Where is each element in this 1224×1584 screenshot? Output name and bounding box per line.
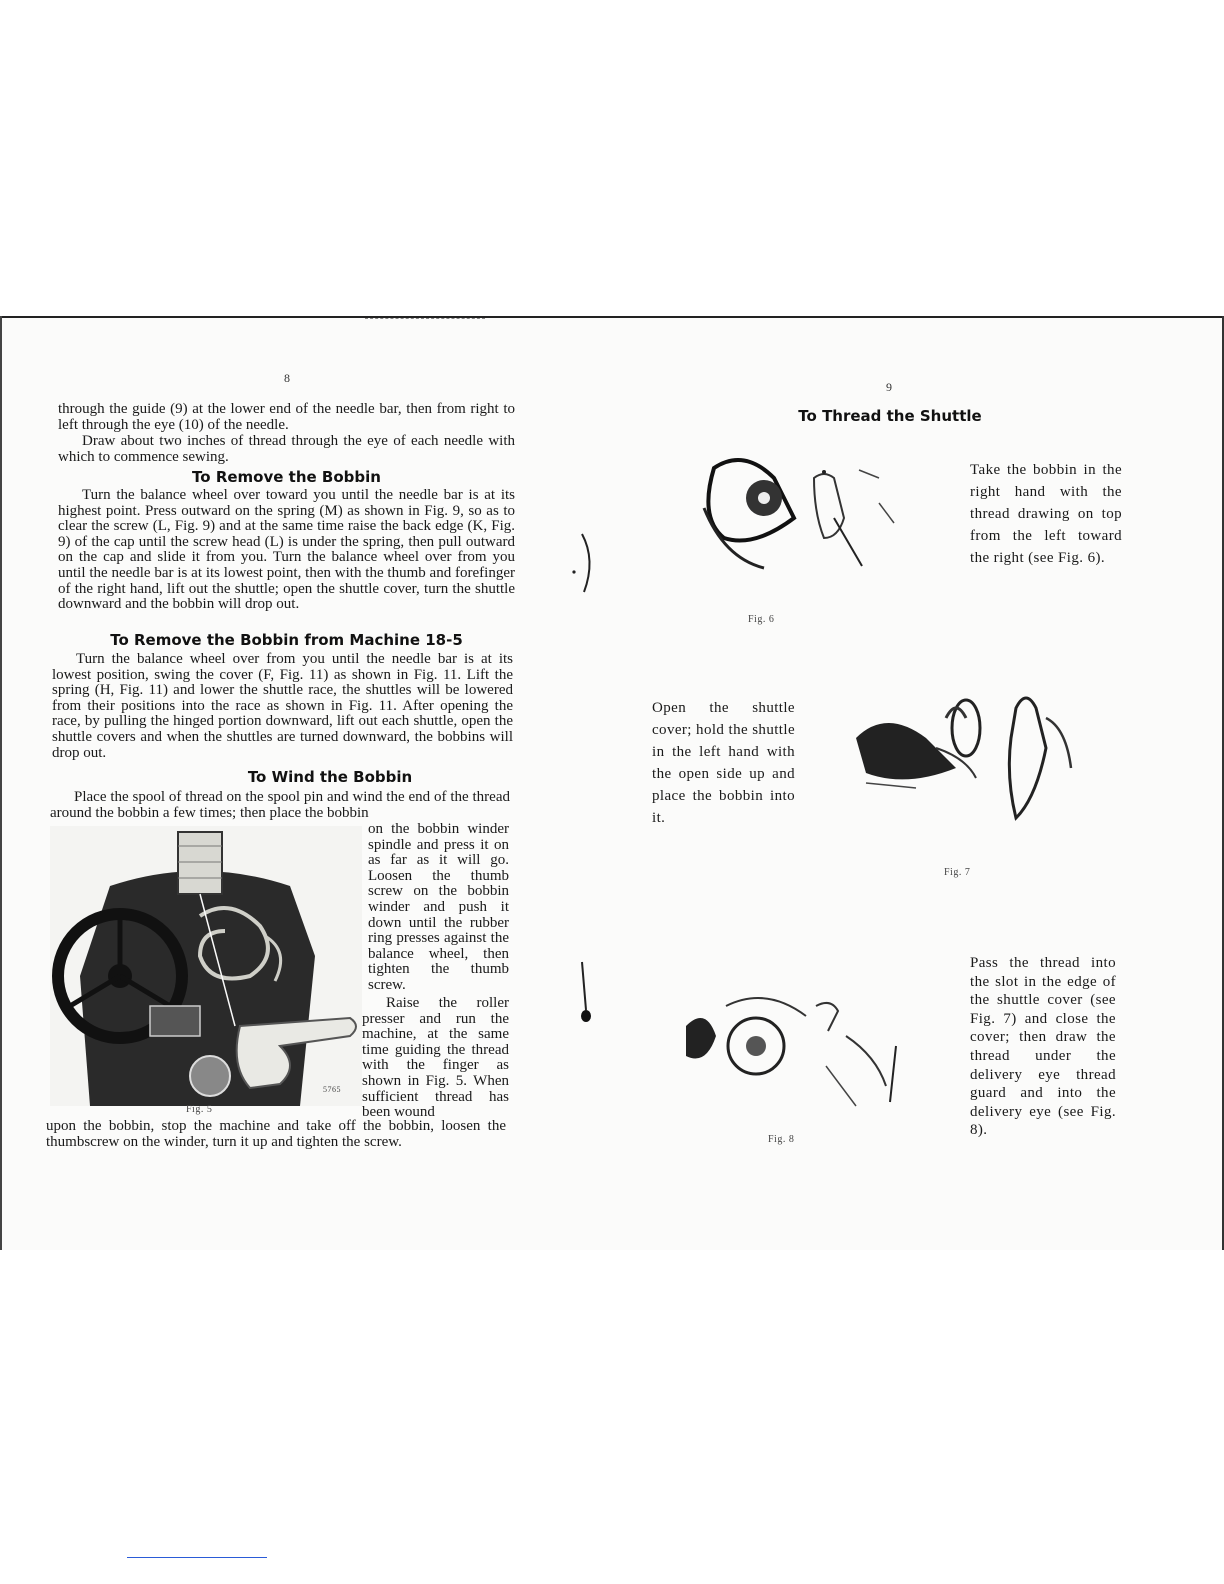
fig-6-caption: Fig. 6: [748, 614, 775, 625]
heading-thread-shuttle: To Thread the Shuttle: [798, 407, 982, 425]
intro-paragraph-1: through the guide (9) at the lower end of the needle bar, then from right to left through the eye (10) of the needle.: [58, 401, 515, 433]
fig-7-shuttle-in-hand: [846, 688, 1086, 828]
page-top-border: [0, 316, 1224, 318]
wind-bobbin-wrap-2: Raise the roller presser and run the machine, at the same time guiding the thread with the finger as shown in Fig. 5. When sufficient thread has been wound: [362, 995, 509, 1121]
link-underline: [127, 1557, 267, 1558]
thread-shuttle-step-1: Take the bobbin in the right hand with the thread drawing on top from the left toward the right (see Fig. 6).: [970, 462, 1122, 566]
wind-bobbin-text-end: upon the bobbin, stop the machine and take off the bobbin, loosen the thumbscrew on the winder, turn it up and tighten the screw.: [46, 1118, 506, 1150]
fig-7-caption: Fig. 7: [944, 867, 971, 878]
fig-6-bobbin-in-hand: [684, 448, 904, 578]
right-page-number: 9: [886, 380, 892, 394]
remove-bobbin-text: Turn the balance wheel over toward you until the needle bar is at its highest point. Press outward on the spring (M) as shown in Fig. 9, so as to clear the screw (L, Fig. 9) and at the same time raise the back edge (K, Fig. 9) of the cap until the screw head (L) is under the spring, then pull outward on the cap and slide it from you. Turn the balance wheel over from you until the needle bar is at its lowest point, then with the thumb and forefinger of the right hand, lift out the shuttle; open the shuttle cover, turn the shuttle downward and the bobbin will drop out.: [58, 487, 515, 613]
heading-remove-bobbin: To Remove the Bobbin: [192, 468, 381, 486]
page-left-border: [0, 316, 2, 1250]
fig-5-caption: Fig. 5: [186, 1104, 213, 1115]
thread-shuttle-step-2: Open the shuttle cover; hold the shuttle in the left hand with the open side up and place the bobbin into it.: [652, 700, 795, 826]
fig-5-sewing-machine-illustration: [50, 826, 362, 1106]
fig-8-caption: Fig. 8: [768, 1134, 795, 1145]
wind-bobbin-text-start: Place the spool of thread on the spool pin and wind the end of the thread around the bobbin a few times; then place the bobbin: [50, 789, 510, 821]
remove-bobbin-18-5-text: Turn the balance wheel over from you until the needle bar is at its lowest position, swing the cover (F, Fig. 11) as shown in Fig. 11. Lift the spring (H, Fig. 11) and lower the shuttle race, the shuttles will be lowered from their positions into the race as shown in Fig. 11. After opening the race, by pulling the hinged portion downward, lift out each shuttle, open the shuttle covers and when the shuttles are turned downward, the bobbins will drop out.: [52, 651, 513, 761]
scan-artifact-line: [365, 318, 485, 319]
fig-5-mark: 5765: [323, 1085, 341, 1094]
left-page-number: 8: [284, 371, 290, 385]
fig-8-threading-shuttle: [676, 976, 906, 1116]
heading-wind-bobbin: To Wind the Bobbin: [247, 768, 413, 786]
wind-bobbin-wrap-1: on the bobbin winder spindle and press it on as far as it will go. Loosen the thumb screw on the bobbin winder and push it down until the rubber ring presses against the balance wheel, then tighten the thumb screw.: [368, 821, 509, 993]
binding-mark-upper: [570, 530, 600, 600]
binding-mark-lower: [574, 960, 598, 1030]
thread-shuttle-step-3: Pass the thread into the slot in the edge of the shuttle cover (see Fig. 7) and close the cover; then draw the thread under the delivery eye thread guard and into the delivery eye (see Fig. 8).: [970, 955, 1116, 1139]
intro-paragraph-2: Draw about two inches of thread through the eye of each needle with which to commence sewing.: [58, 433, 515, 465]
heading-remove-bobbin-18-5: To Remove the Bobbin from Machine 18-5: [110, 631, 463, 649]
